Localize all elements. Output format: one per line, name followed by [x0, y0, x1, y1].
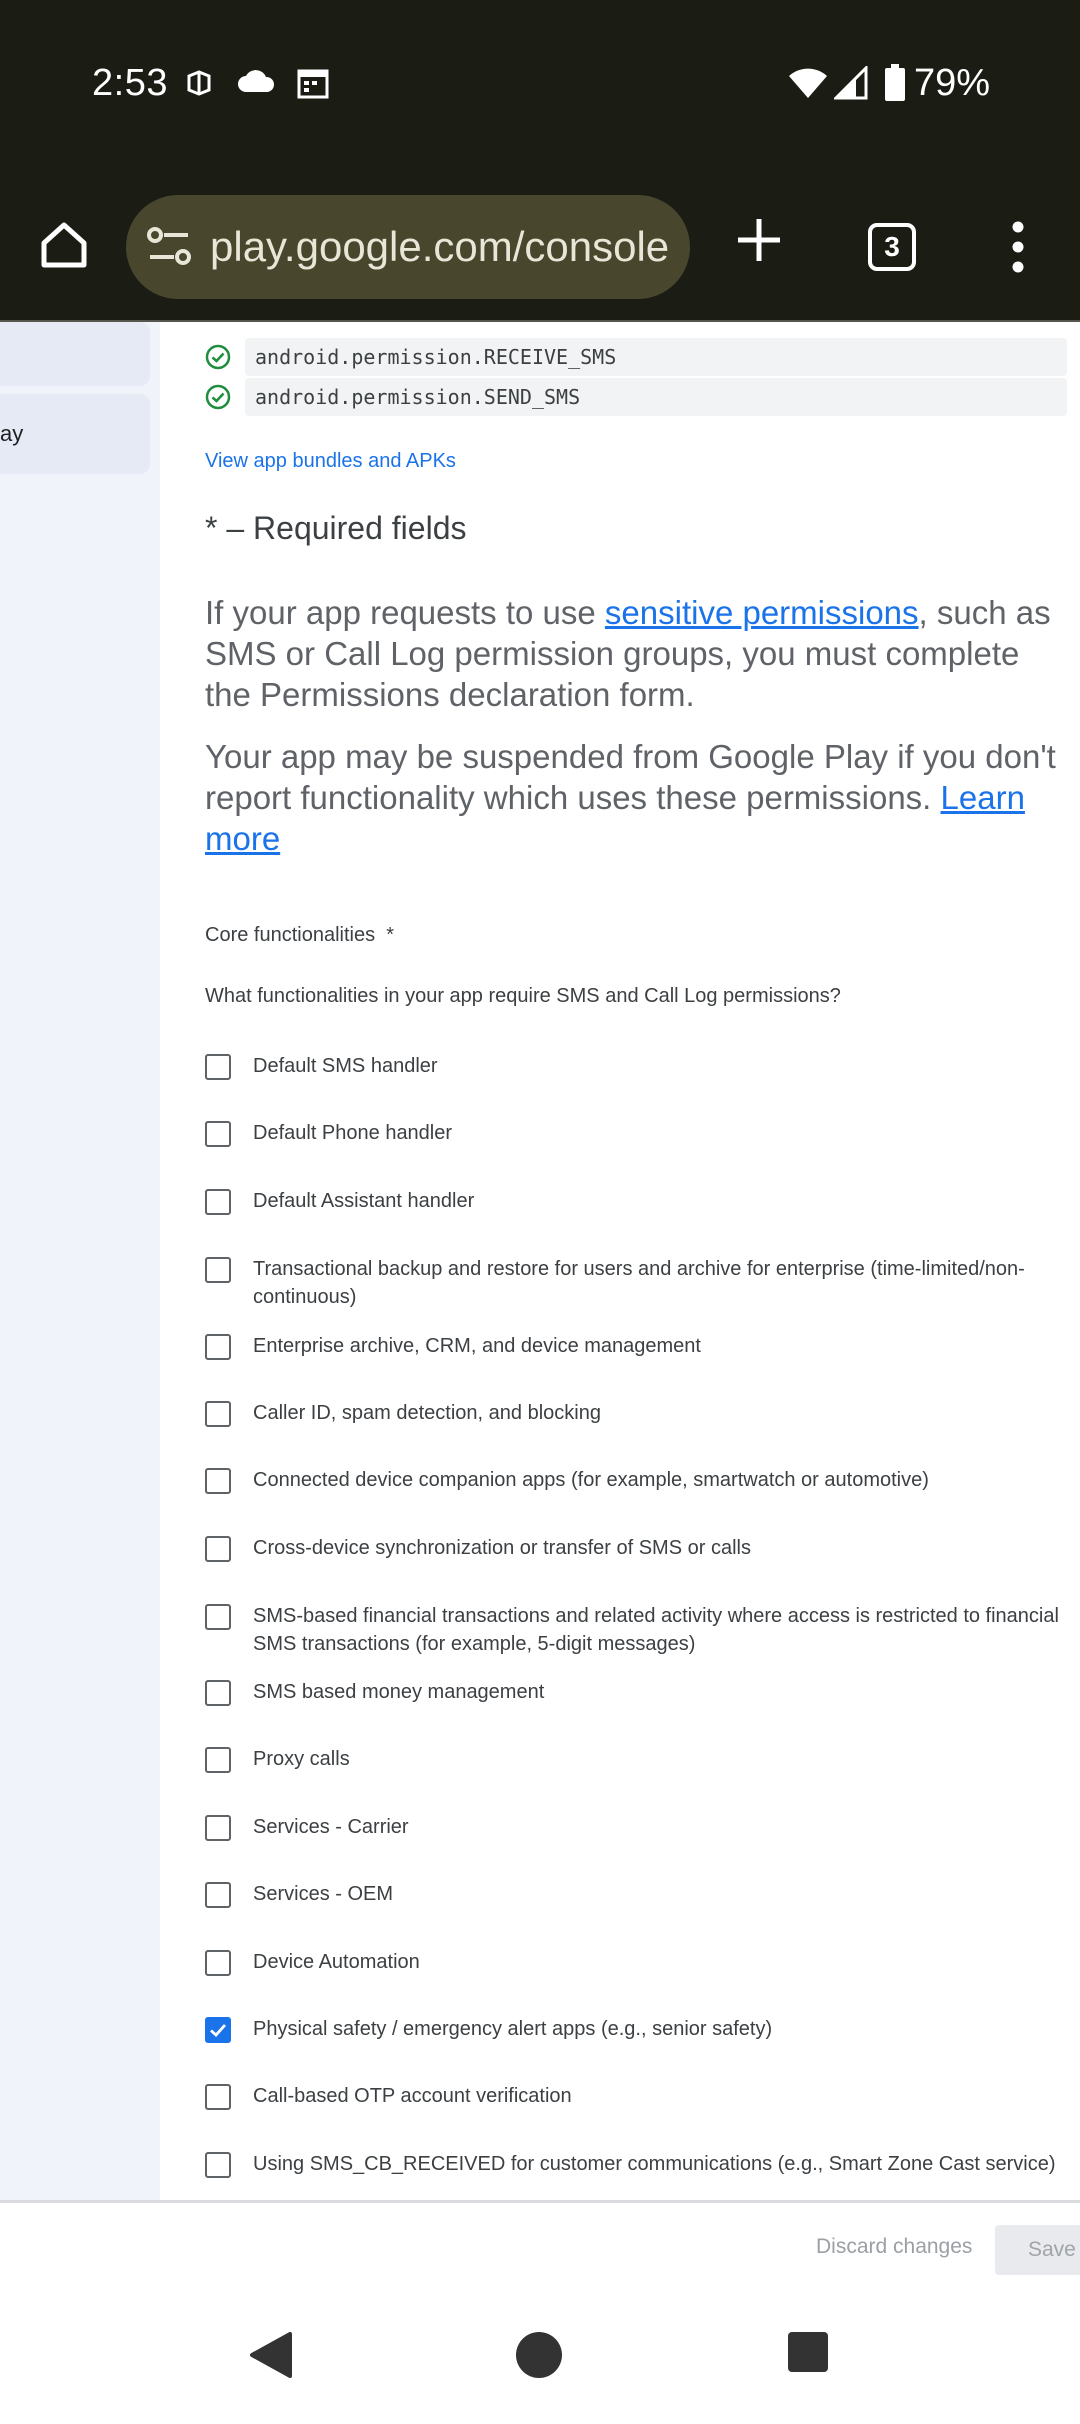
checkbox[interactable] — [205, 1054, 231, 1080]
url-text[interactable]: play.google.com/console — [210, 223, 670, 270]
more-vert-icon[interactable] — [1000, 215, 1036, 279]
url-bar[interactable] — [126, 195, 690, 299]
core-functionalities-label: Core functionalities * — [205, 924, 394, 946]
home-nav-icon[interactable] — [516, 2332, 562, 2378]
checkbox-checked[interactable] — [205, 2017, 231, 2043]
required-fields-note: * – Required fields — [205, 510, 467, 546]
action-bar — [0, 2200, 1080, 2290]
info-text: , such as SMS or Call Log permission groups, you must complete the Permissions declaration form. — [205, 594, 1051, 713]
checkbox[interactable] — [205, 2084, 231, 2110]
side-nav — [0, 322, 160, 2200]
checkbox[interactable] — [205, 1882, 231, 1908]
functionality-label[interactable]: Default Phone handler — [253, 1122, 453, 1144]
functionality-label[interactable]: Caller ID, spam detection, and blocking — [253, 1402, 601, 1424]
checkbox[interactable] — [205, 1401, 231, 1427]
functionality-label[interactable]: Device Automation — [253, 1951, 420, 1973]
check-circle-icon — [205, 344, 231, 375]
suspension-warning — [205, 736, 1065, 859]
functionality-label[interactable]: Enterprise archive, CRM, and device management — [253, 1335, 701, 1357]
recents-icon[interactable] — [788, 2332, 828, 2372]
cloud-icon — [236, 66, 276, 101]
permission-name: android.permission.RECEIVE_SMS — [245, 338, 1067, 376]
discard-changes-button[interactable]: Discard changes — [816, 2235, 973, 2258]
functionality-label[interactable]: Services - OEM — [253, 1883, 394, 1905]
signal-icon — [834, 66, 868, 105]
tabs-icon[interactable]: 3 — [868, 223, 916, 271]
system-nav-bar — [0, 2290, 1080, 2424]
checkbox[interactable] — [205, 1468, 231, 1494]
learn-more-link[interactable]: Learn more — [205, 779, 1025, 857]
info-text: If your app requests to use — [205, 594, 605, 631]
battery-percentage: 79% — [913, 62, 990, 104]
functionality-label[interactable]: Default SMS handler — [253, 1055, 438, 1077]
wifi-icon — [788, 66, 828, 105]
check-circle-icon — [205, 384, 231, 415]
checkbox[interactable] — [205, 1747, 231, 1773]
functionality-label[interactable]: Proxy calls — [253, 1748, 350, 1770]
functionality-label[interactable]: SMS based money management — [253, 1681, 545, 1703]
functionality-label[interactable]: Cross-device synchronization or transfer of SMS or calls — [253, 1537, 751, 1559]
save-button[interactable]: Save — [995, 2225, 1080, 2275]
functionality-label[interactable]: Services - Carrier — [253, 1816, 409, 1838]
functionality-label[interactable]: Call-based OTP account verification — [253, 2085, 572, 2107]
home-icon[interactable] — [36, 217, 92, 273]
checkbox[interactable] — [205, 1121, 231, 1147]
instapaper-icon — [183, 66, 215, 103]
checkbox[interactable] — [205, 1189, 231, 1215]
status-bar — [0, 0, 1080, 175]
core-functionalities-question: What functionalities in your app require SMS and Call Log permissions? — [205, 985, 841, 1007]
sensitive-permissions-link[interactable]: sensitive permissions — [604, 594, 919, 631]
side-nav-item-selected[interactable]: ay — [0, 394, 150, 474]
site-settings-icon[interactable] — [146, 225, 194, 274]
checkbox[interactable] — [205, 1680, 231, 1706]
checkbox[interactable] — [205, 1536, 231, 1562]
status-time: 2:53 — [92, 62, 168, 104]
functionality-label[interactable]: SMS-based financial transactions and related activity where access is restricted to financial SMS transactions (for example, 5-digit messages) — [253, 1605, 1059, 1655]
functionality-label[interactable]: Default Assistant handler — [253, 1190, 475, 1212]
permission-name: android.permission.SEND_SMS — [245, 378, 1067, 416]
checkbox[interactable] — [205, 1950, 231, 1976]
back-icon[interactable] — [248, 2332, 294, 2383]
page-content — [0, 322, 1080, 2200]
functionality-label[interactable]: Connected device companion apps (for example, smartwatch or automotive) — [253, 1469, 929, 1491]
checkbox[interactable] — [205, 1815, 231, 1841]
functionality-label[interactable]: Physical safety / emergency alert apps (e.g., senior safety) — [253, 2018, 773, 2040]
checkbox[interactable] — [205, 1257, 231, 1283]
view-app-bundles-link[interactable]: View app bundles and APKs — [205, 450, 456, 472]
functionality-label[interactable]: Transactional backup and restore for users and archive for enterprise (time-limited/non-continuous) — [253, 1258, 1025, 1308]
calendar-icon — [296, 66, 330, 105]
warning-text: Your app may be suspended from Google Play if you don't report functionality which uses these permissions. — [205, 738, 1056, 816]
plus-icon[interactable] — [732, 213, 786, 272]
browser-toolbar — [0, 175, 1080, 322]
checkmark-icon — [208, 2020, 228, 2040]
functionality-label[interactable]: Using SMS_CB_RECEIVED for customer communications (e.g., Smart Zone Cast service) — [253, 2153, 1056, 2175]
side-nav-item[interactable] — [0, 322, 150, 386]
permissions-declaration-info — [205, 592, 1065, 715]
checkbox[interactable] — [205, 1334, 231, 1360]
checkbox[interactable] — [205, 1604, 231, 1630]
battery-icon — [884, 64, 906, 107]
checkbox[interactable] — [205, 2152, 231, 2178]
